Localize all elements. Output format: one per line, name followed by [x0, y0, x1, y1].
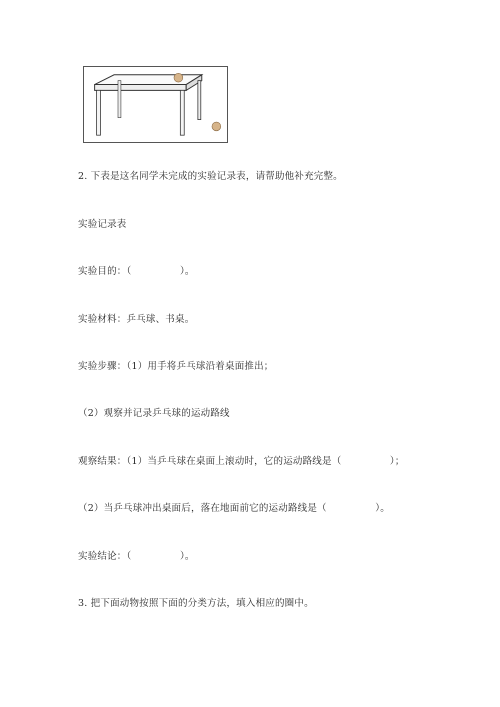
observation-result-1: 观察结果：（1）当乒乓球在桌面上滚动时，它的运动路线是（ ）； — [78, 456, 405, 467]
experiment-purpose: 实验目的：（ ）。 — [78, 266, 195, 277]
experiment-step-1: 实验步骤：（1）用手将乒乓球沿着桌面推出； — [78, 361, 274, 372]
question-2-title: 2. 下表是这名同学未完成的实验记录表，请帮助他补充完整。 — [78, 171, 343, 182]
experiment-step-2: （2）观察并记录乒乓球的运动路线 — [78, 408, 230, 419]
record-table-title: 实验记录表 — [78, 219, 127, 230]
experiment-materials: 实验材料：乒乓球、书桌。 — [78, 314, 195, 325]
table-ball-figure — [83, 66, 228, 143]
experiment-conclusion: 实验结论：（ ）。 — [78, 551, 195, 562]
question-3-title: 3. 把下面动物按照下面的分类方法，填入相应的圈中。 — [78, 598, 314, 609]
table-with-ball-icon — [84, 67, 227, 142]
observation-result-2: （2）当乒乓球冲出桌面后，落在地面前它的运动路线是（ ）。 — [78, 503, 390, 514]
